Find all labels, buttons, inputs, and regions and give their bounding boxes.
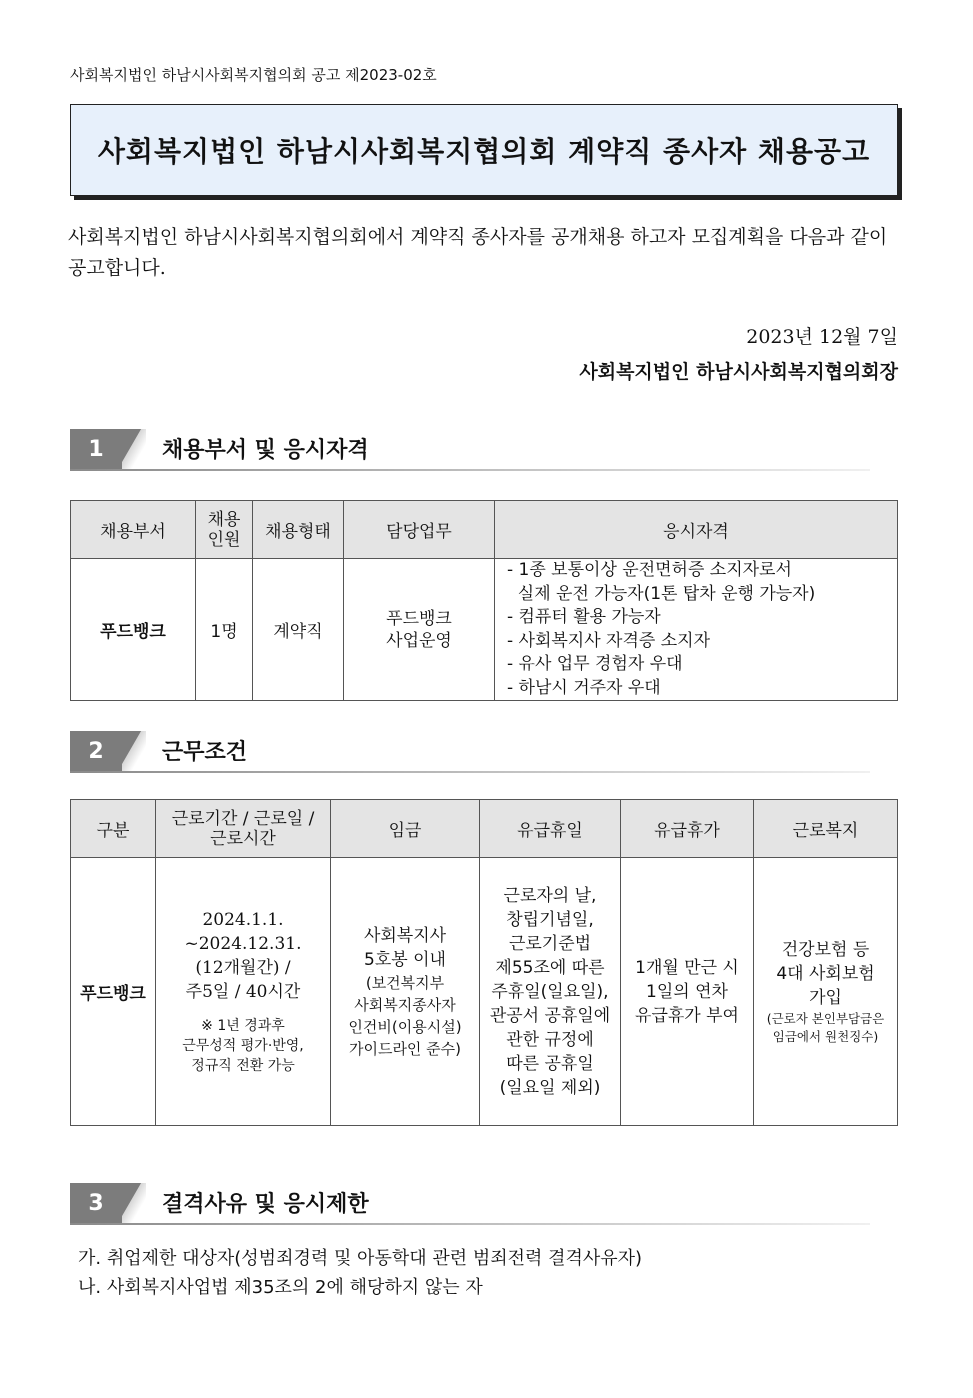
header-count: 채용 인원 [196, 501, 253, 559]
header-qualifications: 응시자격 [495, 501, 898, 559]
cell-welfare [754, 858, 898, 1126]
badge-slash-decoration [122, 1183, 146, 1223]
cell-count: 1명 [196, 559, 253, 701]
header-wage: 임금 [331, 800, 480, 858]
badge-slash-decoration [122, 429, 146, 469]
qualification-item: 실제 운전 가능자(1톤 탑차 운행 가능자) [507, 583, 816, 604]
header-type: 채용형태 [253, 501, 344, 559]
wage-note: (보건복지부 사회복지종사자 인건비(이용시설) 가이드라인 준수) [348, 973, 462, 1058]
cell-period [156, 858, 331, 1126]
header-department: 채용부서 [71, 501, 196, 559]
wage-text: 사회복지사 5호봉 이내 [363, 925, 447, 970]
section-number-badge: 1 [70, 429, 122, 469]
disqualification-list [78, 1244, 642, 1302]
cell-type: 계약직 [253, 559, 344, 701]
section-underline [70, 469, 870, 471]
period-note: ※ 1년 경과후 근무성적 평가·반영, 정규직 전환 가능 [182, 1017, 304, 1074]
notice-number: 사회복지법인 하남시사회복지협의회 공고 제2023-02호 [70, 66, 437, 84]
list-item: 가. 취업제한 대상자(성범죄경력 및 아동학대 관련 범죄전력 결격사유자) [78, 1248, 643, 1269]
section-underline [70, 771, 870, 773]
qualification-item: - 유사 업무 경험자 우대 [507, 654, 683, 674]
cell-department: 푸드뱅크 [71, 559, 196, 701]
intro-paragraph: 사회복지법인 하남시사회복지협의회에서 계약직 종사자를 공개채용 하고자 모집계획을 다음과 같이 공고합니다. [68, 226, 888, 279]
section-title: 채용부서 및 응시자격 [162, 438, 369, 463]
cell-category: 푸드뱅크 [71, 858, 156, 1126]
working-conditions-table [70, 799, 898, 1126]
cell-holidays: 근로자의 날, 창립기념일, 근로기준법 제55조에 따른 주휴일(일요일), 관공서 공휴일에 관한 규정에 따른 공휴일 (일요일 제외) [480, 858, 621, 1126]
recruitment-table [70, 500, 898, 701]
header-welfare: 근로복지 [754, 800, 898, 858]
qualification-item: - 1종 보통이상 운전면허증 소지자로서 [507, 560, 792, 580]
qualification-item: - 사회복지사 자격증 소지자 [507, 630, 710, 651]
section-number-badge: 3 [70, 1183, 122, 1223]
header-category: 구분 [71, 800, 156, 858]
section-number-badge: 2 [70, 731, 122, 771]
qualification-item: - 컴퓨터 활용 가능자 [507, 607, 661, 627]
period-text: 2024.1.1. ~2024.12.31. (12개월간) / 주5일 / 40시간 [184, 909, 302, 1002]
qualification-item: - 하남시 거주자 우대 [507, 677, 661, 698]
organization-signature: 사회복지법인 하남시사회복지협의회장 [579, 361, 898, 383]
cell-wage [331, 858, 480, 1126]
list-item: 나. 사회복지사업법 제35조의 2에 해당하지 않는 자 [78, 1277, 483, 1298]
header-holidays: 유급휴일 [480, 800, 621, 858]
badge-slash-decoration [122, 731, 146, 771]
section-heading-3 [70, 1183, 896, 1229]
cell-qualifications [495, 559, 898, 701]
header-leave: 유급휴가 [621, 800, 754, 858]
announcement-date: 2023년 12월 7일 [746, 326, 898, 348]
welfare-note: (근로자 본인부담금은 임금에서 원천징수) [766, 1010, 885, 1044]
section-heading-2 [70, 731, 896, 777]
section-underline [70, 1223, 870, 1225]
cell-leave: 1개월 만근 시 1일의 연차 유급휴가 부여 [621, 858, 754, 1126]
section-title: 근무조건 [162, 740, 248, 765]
section-heading-1 [70, 429, 896, 475]
cell-duty: 푸드뱅크 사업운영 [344, 559, 495, 701]
header-duty: 담당업무 [344, 501, 495, 559]
welfare-text: 건강보험 등 4대 사회보험 가입 [776, 939, 875, 1008]
document-title: 사회복지법인 하남시사회복지협의회 계약직 종사자 채용공고 [70, 104, 898, 196]
section-title: 결격사유 및 응시제한 [162, 1192, 369, 1217]
header-period: 근로기간 / 근로일 / 근로시간 [156, 800, 331, 858]
